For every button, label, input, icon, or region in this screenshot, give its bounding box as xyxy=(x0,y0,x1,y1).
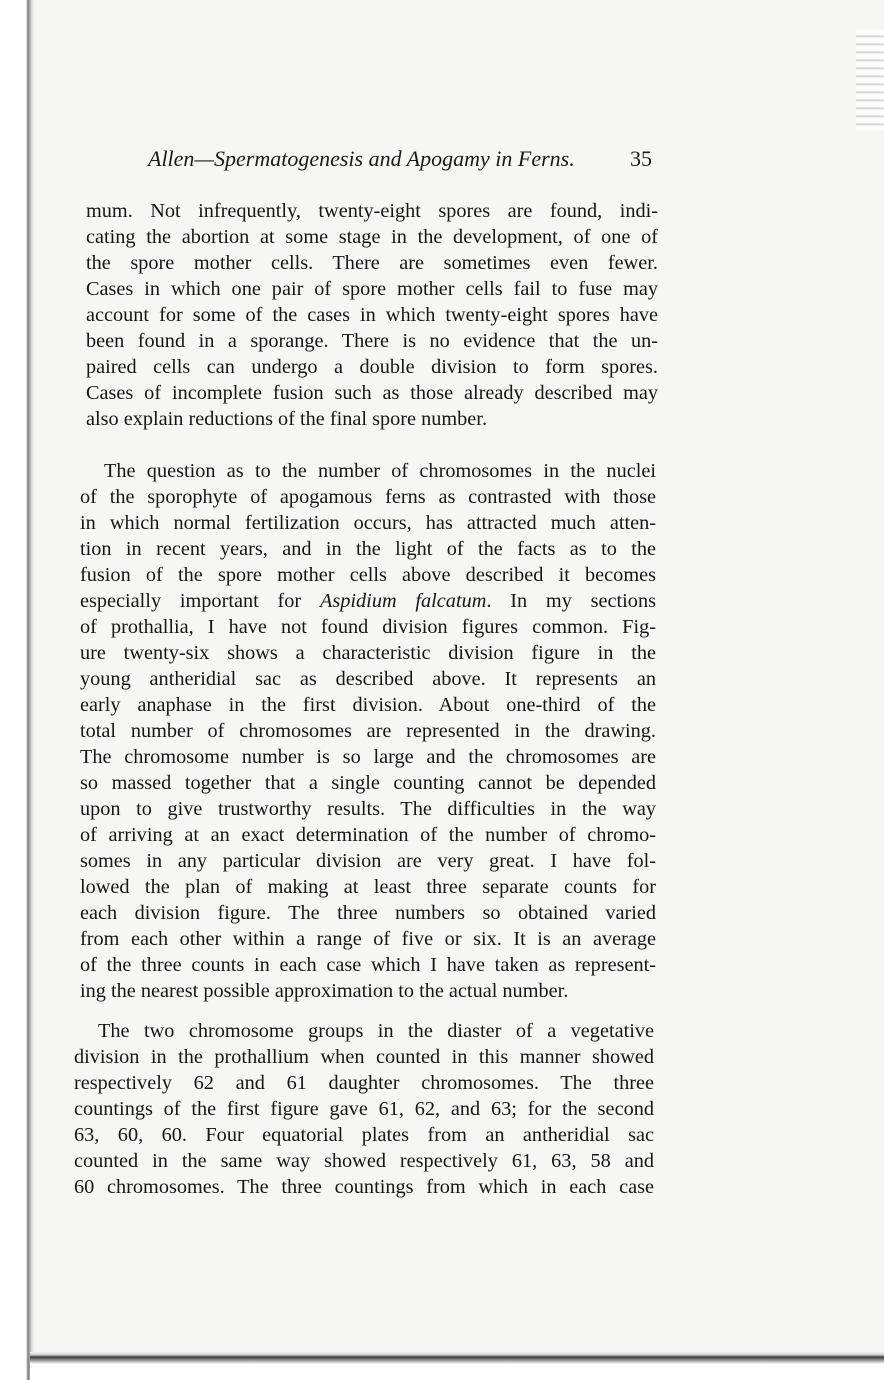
text-line: account for some of the cases in which twenty-eight spores have xyxy=(86,304,658,326)
page-number: 35 xyxy=(630,146,652,171)
text-line: The chromosome number is so large and the chromosomes are xyxy=(80,746,656,768)
text-line: of arriving at an exact determination of the number of chromo- xyxy=(80,824,656,846)
text-line: fusion of the spore mother cells above described it becomes xyxy=(80,564,656,586)
text-line: especially important for Aspidium falcatum. In my sections xyxy=(80,590,656,612)
text-line: upon to give trustworthy results. The difficulties in the way xyxy=(80,798,656,820)
text-line: Cases of incomplete fusion such as those already described may xyxy=(86,382,658,404)
text-line: cating the abortion at some stage in the development, of one of xyxy=(86,226,658,248)
text-line: the spore mother cells. There are sometimes even fewer. xyxy=(86,252,658,274)
text-line: division in the prothallium when counted in this manner showed xyxy=(74,1046,654,1068)
running-head: Allen—Spermatogenesis and Apogamy in Ferns. xyxy=(148,146,575,171)
text-line: young antheridial sac as described above. It represents an xyxy=(80,668,656,690)
paragraph-3 xyxy=(74,1018,654,1200)
text-line: tion in recent years, and in the light of the facts as to the xyxy=(80,538,656,560)
text-line: 60 chromosomes. The three countings from which in each case xyxy=(74,1176,654,1198)
text-line: respectively 62 and 61 daughter chromosomes. The three xyxy=(74,1072,654,1094)
text-line: counted in the same way showed respectively 61, 63, 58 and xyxy=(74,1150,654,1172)
paragraph-1 xyxy=(86,198,658,432)
text-line: in which normal fertilization occurs, has attracted much atten- xyxy=(80,512,656,534)
text-line: 63, 60, 60. Four equatorial plates from an antheridial sac xyxy=(74,1124,654,1146)
text-line: of the three counts in each case which I have taken as represent- xyxy=(80,954,656,976)
text-line: countings of the first figure gave 61, 62, and 63; for the second xyxy=(74,1098,654,1120)
text-line: been found in a sporange. There is no evidence that the un- xyxy=(86,330,658,352)
text-line: of prothallia, I have not found division figures common. Fig- xyxy=(80,616,656,638)
text-line: also explain reductions of the final spore number. xyxy=(86,408,488,430)
text-line: ing the nearest possible approximation to the actual number. xyxy=(80,980,569,1002)
text-line: early anaphase in the first division. About one-third of the xyxy=(80,694,656,716)
paragraph-2 xyxy=(80,458,656,1004)
page-header xyxy=(148,146,652,176)
text-line: Cases in which one pair of spore mother cells fail to fuse may xyxy=(86,278,658,300)
page-left-edge xyxy=(0,0,34,1380)
text-line: total number of chromosomes are represented in the drawing. xyxy=(80,720,656,742)
text-line: The question as to the number of chromosomes in the nuclei xyxy=(104,460,656,482)
text-line: of the sporophyte of apogamous ferns as contrasted with those xyxy=(80,486,656,508)
text-line: somes in any particular division are very great. I have fol- xyxy=(80,850,656,872)
page-right-edge xyxy=(856,30,884,130)
text-line: The two chromosome groups in the diaster of a vegetative xyxy=(98,1020,654,1042)
text-line: from each other within a range of five or six. It is an average xyxy=(80,928,656,950)
text-line: mum. Not infrequently, twenty-eight spores are found, indi- xyxy=(86,200,658,222)
text-line: ure twenty-six shows a characteristic division figure in the xyxy=(80,642,656,664)
text-line: so massed together that a single counting cannot be depended xyxy=(80,772,656,794)
page-bottom-edge xyxy=(30,1352,884,1380)
text-line: each division figure. The three numbers so obtained varied xyxy=(80,902,656,924)
text-line: paired cells can undergo a double division to form spores. xyxy=(86,356,658,378)
text-line: lowed the plan of making at least three separate counts for xyxy=(80,876,656,898)
